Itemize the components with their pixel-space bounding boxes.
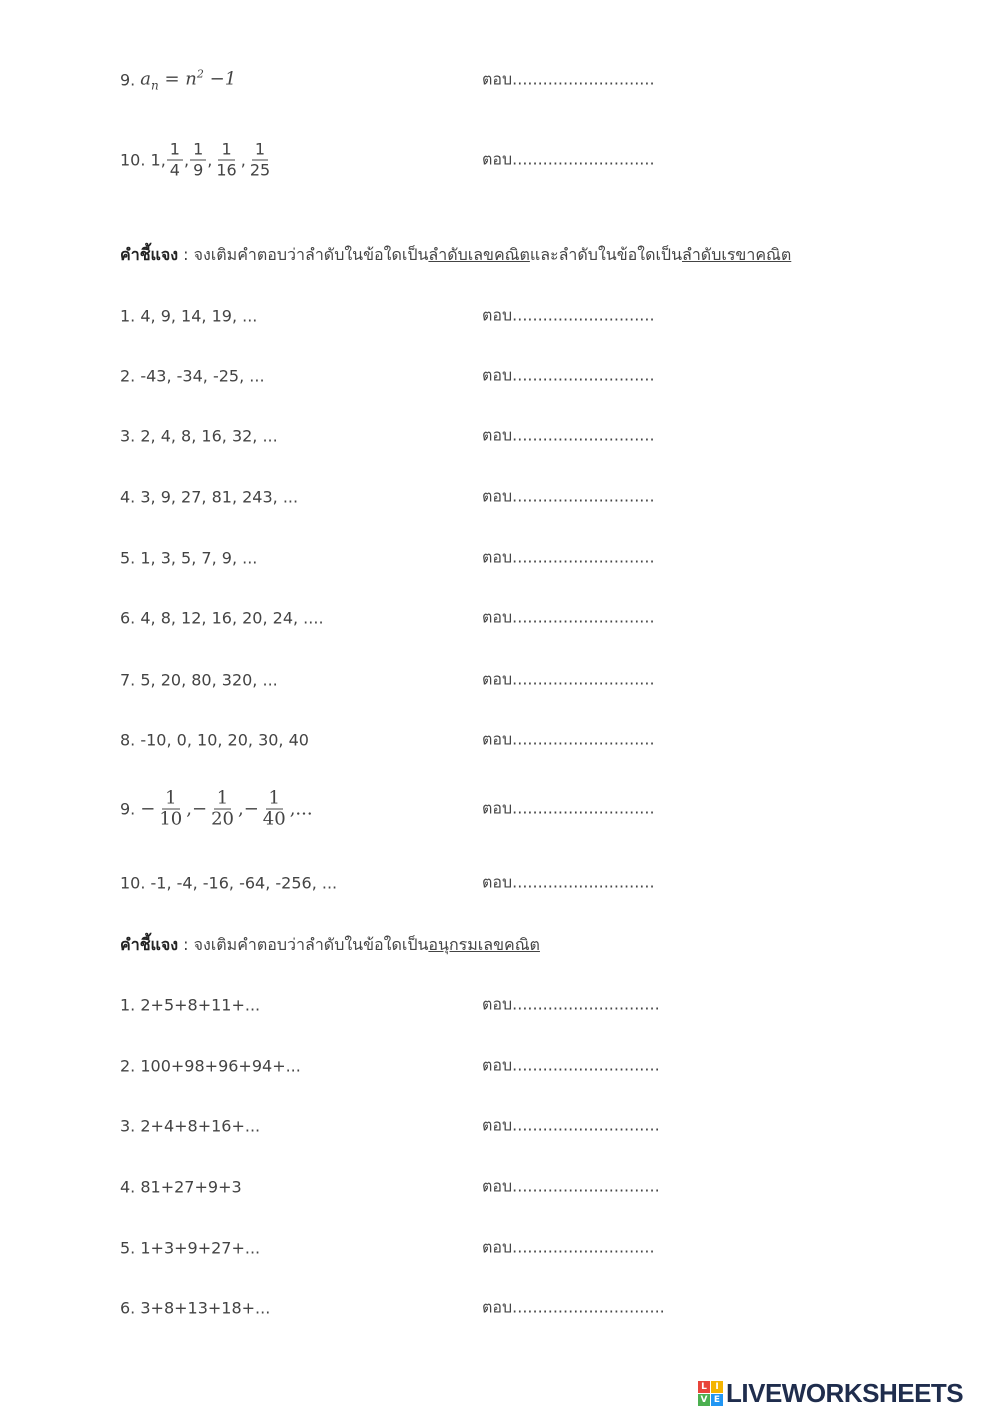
question-row <box>120 720 720 760</box>
liveworksheets-logo <box>698 1378 963 1409</box>
fraction: $\frac{1}{40}$ <box>262 787 286 830</box>
question-row <box>120 296 720 336</box>
question-row <box>120 660 720 700</box>
question-text: 6. 3+8+13+18+... <box>120 1298 271 1318</box>
fraction: $\frac{1}{10}$ <box>159 787 183 830</box>
formula: $a_n = n^2 -1$ <box>140 67 237 93</box>
question-text: 2. -43, -34, -25, ... <box>120 366 265 386</box>
question-row <box>120 1106 720 1146</box>
question-text: 1. 2+5+8+11+... <box>120 995 261 1015</box>
question-row <box>120 356 720 396</box>
answer-blank[interactable]: ตอบ............................ <box>482 149 655 169</box>
question-row <box>120 60 720 100</box>
answer-blank[interactable]: ตอบ.............................. <box>482 1297 665 1317</box>
question-text: 1. 4, 9, 14, 19, ... <box>120 306 258 326</box>
fraction: $\frac{1}{9}$ <box>190 140 206 181</box>
question-number: 9. <box>120 799 136 819</box>
question-row <box>120 789 720 829</box>
instruction-heading: คำชี้แจง : จงเติมคำตอบว่าลำดับในข้อใดเป็นอนุกรมเลขคณิต <box>120 935 540 954</box>
question-text: 10. -1, -4, -16, -64, -256, ... <box>120 873 338 893</box>
answer-blank[interactable]: ตอบ............................ <box>482 872 655 892</box>
question-number: 9. <box>120 70 136 90</box>
question-text: 8. -10, 0, 10, 20, 30, 40 <box>120 730 309 750</box>
question-text: 5. 1, 3, 5, 7, 9, ... <box>120 548 258 568</box>
question-row <box>120 1046 720 1086</box>
question-row <box>120 477 720 517</box>
question-text: 2. 100+98+96+94+... <box>120 1056 301 1076</box>
question-text: 3. 2, 4, 8, 16, 32, ... <box>120 426 278 446</box>
logo-icon: L I V E <box>698 1381 723 1406</box>
question-text: 4. 81+27+9+3 <box>120 1177 242 1197</box>
question-text: 5. 1+3+9+27+... <box>120 1238 261 1258</box>
question-row <box>120 1167 720 1207</box>
answer-blank[interactable]: ตอบ............................ <box>482 425 655 445</box>
question-row <box>120 140 720 180</box>
question-row <box>120 416 720 456</box>
answer-blank[interactable]: ตอบ............................. <box>482 994 660 1014</box>
question-row <box>120 985 720 1025</box>
question-row <box>120 598 720 638</box>
question-row <box>120 1288 720 1328</box>
answer-blank[interactable]: ตอบ............................. <box>482 1176 660 1196</box>
instruction-heading: คำชี้แจง : จงเติมคำตอบว่าลำดับในข้อใดเป็นลำดับเลขคณิตและลำดับในข้อใดเป็นลำดับเรขาคณิต <box>120 245 792 264</box>
answer-blank[interactable]: ตอบ............................ <box>482 305 655 325</box>
question-text <box>120 68 236 93</box>
question-text: 6. 4, 8, 12, 16, 20, 24, .... <box>120 608 324 628</box>
fraction: $\frac{1}{4}$ <box>167 140 183 181</box>
logo-text: LIVEWORKSHEETS <box>726 1378 964 1408</box>
question-row <box>120 863 720 903</box>
question-text: 10. 1, $\frac{1}{4}$ , $\frac{1}{9}$ , $\frac{1}{16}$ , $\frac{1}{25}$ <box>120 140 274 181</box>
answer-blank[interactable]: ตอบ............................ <box>482 798 655 818</box>
question-text: 4. 3, 9, 27, 81, 243, ... <box>120 487 299 507</box>
answer-blank[interactable]: ตอบ............................ <box>482 486 655 506</box>
question-number: 10. 1, <box>120 150 166 170</box>
fraction: $\frac{1}{20}$ <box>211 787 234 830</box>
question-text: 9. − $\frac{1}{10}$ ,− $\frac{1}{20}$ ,− $\frac{1}{40}$ ,... <box>120 787 313 830</box>
fraction: $\frac{1}{25}$ <box>249 139 271 180</box>
answer-blank[interactable]: ตอบ............................ <box>482 669 655 689</box>
answer-blank[interactable]: ตอบ............................ <box>482 547 655 567</box>
answer-blank[interactable]: ตอบ............................ <box>482 1237 655 1257</box>
fraction: $\frac{1}{16}$ <box>216 139 237 180</box>
question-row <box>120 538 720 578</box>
question-text: 3. 2+4+8+16+... <box>120 1116 261 1136</box>
answer-blank[interactable]: ตอบ............................. <box>482 1115 660 1135</box>
answer-blank[interactable]: ตอบ............................. <box>482 1055 660 1075</box>
answer-blank[interactable]: ตอบ............................ <box>482 607 655 627</box>
answer-blank[interactable]: ตอบ............................ <box>482 729 655 749</box>
answer-blank[interactable]: ตอบ............................ <box>482 69 655 89</box>
question-text: 7. 5, 20, 80, 320, ... <box>120 670 278 690</box>
answer-blank[interactable]: ตอบ............................ <box>482 365 655 385</box>
question-row <box>120 1228 720 1268</box>
